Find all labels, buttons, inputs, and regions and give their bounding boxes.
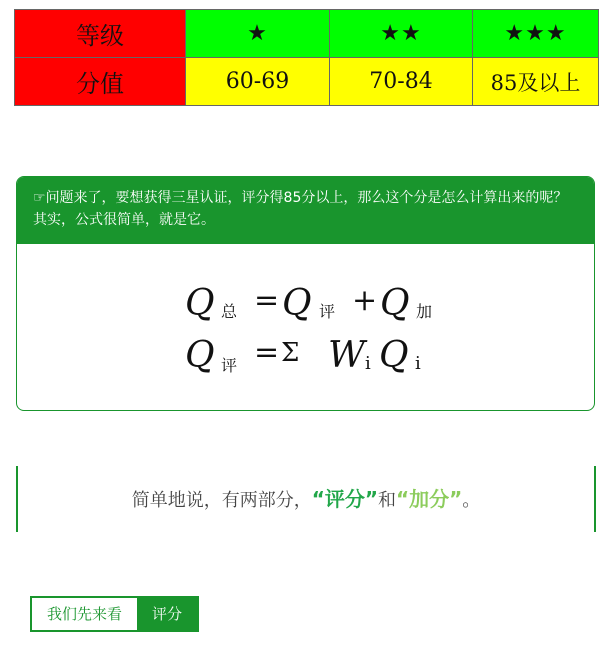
formula-sub: 总 <box>221 302 238 321</box>
formula-q: Q <box>185 335 215 376</box>
formula-box <box>16 176 595 411</box>
summary-prefix: 简单地说，有两部分， <box>131 490 312 511</box>
grade-label: 等级 <box>15 10 186 58</box>
score-three-star: 85及以上 <box>473 58 599 106</box>
grade-table <box>14 9 599 106</box>
formula-header-text: 问题来了，要想获得三星认证，评分得85分以上，那么这个分是怎么计算出来的呢？其实，公式很简单，就是它。 <box>33 190 568 228</box>
formula-q: Q <box>379 335 409 376</box>
formula-header <box>17 177 594 244</box>
section-tag-right: 评分 <box>137 598 197 630</box>
score-label: 分值 <box>15 58 186 106</box>
summary-term-add: “加分” <box>396 487 463 511</box>
formula-plus: + <box>352 283 378 318</box>
formula-sub: 评 <box>319 302 336 321</box>
formula-q: Q <box>185 283 215 324</box>
table-row <box>15 58 599 106</box>
formula-line-eval <box>17 336 594 380</box>
two-star: ★★ <box>330 10 473 58</box>
summary-term-eval: “评分” <box>311 487 378 511</box>
one-star: ★ <box>186 10 330 58</box>
formula-sub: i <box>365 353 371 374</box>
pointing-hand-icon: ☞ <box>33 190 46 206</box>
formula-q: Q <box>282 283 312 324</box>
formula-eq: = <box>254 335 280 370</box>
section-tag-left: 我们先来看 <box>32 598 137 630</box>
score-one-star: 60-69 <box>186 58 330 106</box>
formula-body <box>17 244 594 410</box>
formula-w: W <box>328 335 366 376</box>
score-two-star: 70-84 <box>330 58 473 106</box>
formula-sub: 评 <box>221 356 238 375</box>
formula-line-total <box>17 282 594 326</box>
formula-q: Q <box>380 283 410 324</box>
summary-suffix: 。 <box>462 490 481 511</box>
summary-quote <box>16 466 596 532</box>
formula-sub: 加 <box>416 302 433 321</box>
formula-eq: = <box>254 283 280 318</box>
summary-joiner: 和 <box>378 490 396 511</box>
section-tag <box>30 596 199 632</box>
formula-sub: i <box>415 353 421 374</box>
three-star: ★★★ <box>473 10 599 58</box>
formula-sigma: Σ <box>281 338 300 368</box>
table-row <box>15 10 599 58</box>
